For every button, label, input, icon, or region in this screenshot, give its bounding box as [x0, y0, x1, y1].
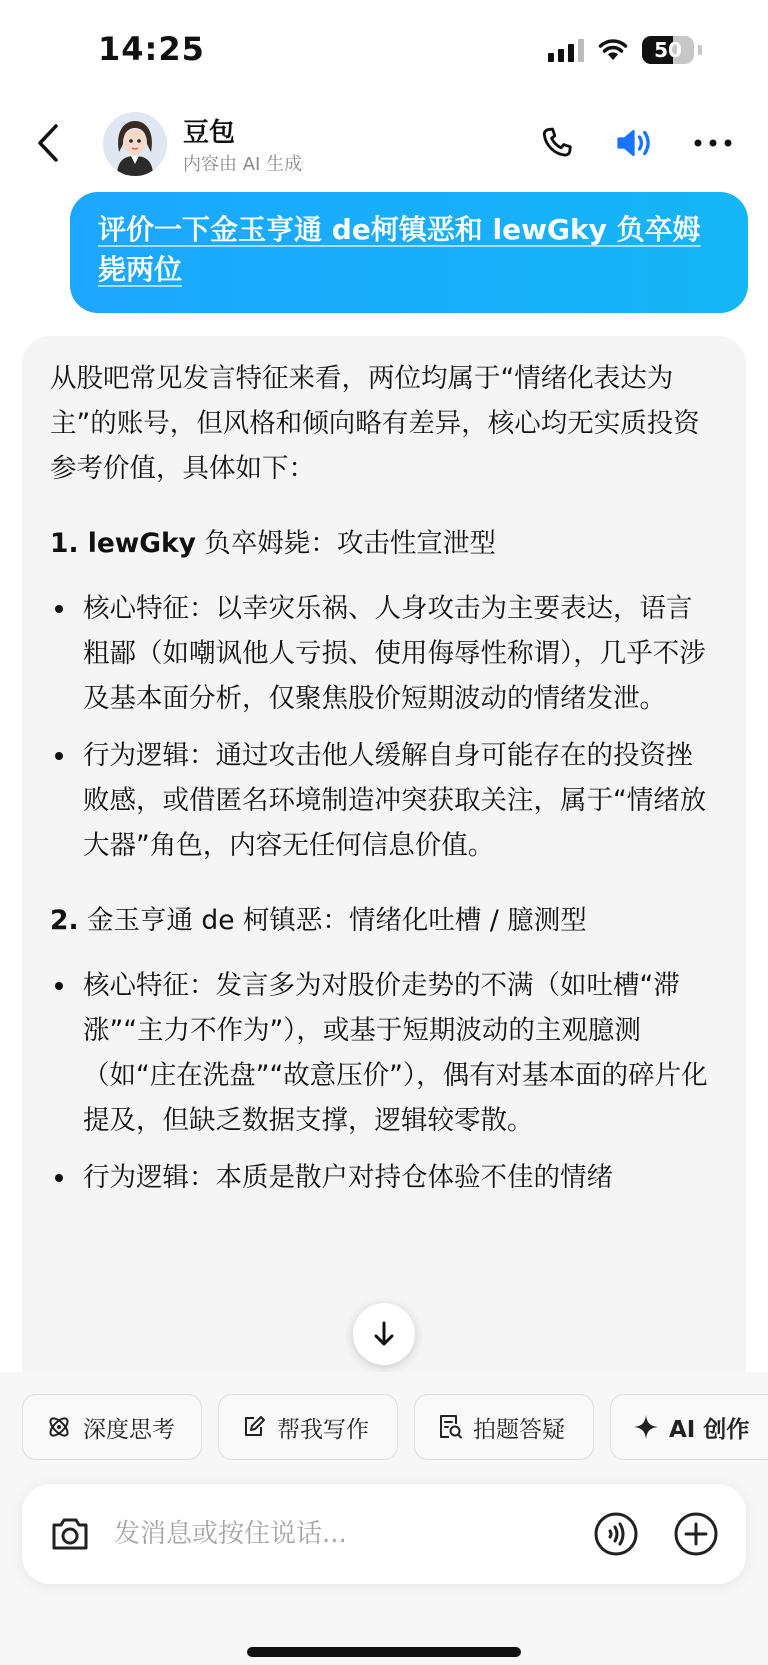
assistant-reply [22, 336, 746, 1376]
scroll-to-bottom-button[interactable] [353, 1303, 415, 1365]
list-item: 核心特征：以幸灾乐祸、人身攻击为主要表达，语言粗鄙（如嘲讽他人亏损、使用侮辱性称谓），几乎不涉及基本面分析，仅聚焦股价短期波动的情绪发泄。 [50, 586, 716, 721]
bot-avatar[interactable] [103, 112, 167, 176]
battery-level: 50 [654, 38, 682, 62]
reply-bullet-list [50, 963, 716, 1200]
battery-tip [698, 45, 702, 55]
plus-circle-icon [672, 1510, 720, 1558]
bot-subtitle: 内容由 AI 生成 [183, 154, 303, 175]
chip-deep-thinking[interactable] [22, 1394, 202, 1460]
section-number: 2. [50, 905, 79, 936]
chat-header [0, 100, 768, 190]
user-message-bubble[interactable] [70, 192, 748, 313]
chip-label: 帮我写作 [277, 1416, 369, 1443]
chip-label: 深度思考 [83, 1416, 175, 1443]
message-input-bar [22, 1484, 746, 1584]
reply-section-heading [50, 521, 716, 566]
chip-label: AI 创作 [669, 1416, 750, 1443]
more-button[interactable] [688, 118, 738, 168]
search-document-icon [437, 1413, 463, 1441]
user-message-text: 评价一下金玉亨通 de柯镇恶和 lewGky 负卒姆毙两位 [98, 213, 701, 286]
status-icons [548, 36, 702, 64]
section-number: 1. lewGky [50, 528, 196, 559]
voice-input-button[interactable] [592, 1510, 640, 1558]
camera-button[interactable] [46, 1510, 94, 1558]
more-dots-icon [693, 138, 733, 148]
chip-label: 拍题答疑 [473, 1416, 565, 1443]
bottom-area [0, 1372, 768, 1665]
chevron-left-icon [36, 123, 60, 163]
call-button[interactable] [532, 118, 582, 168]
sparkle-icon [633, 1414, 659, 1440]
status-time: 14:25 [98, 30, 205, 68]
wifi-icon [598, 38, 628, 62]
list-item: 行为逻辑：通过攻击他人缓解自身可能存在的投资挫败感，或借匿名环境制造冲突获取关注，属于“情绪放大器”角色，内容无任何信息价值。 [50, 733, 716, 868]
back-button[interactable] [28, 118, 68, 168]
speaker-icon [614, 124, 656, 162]
avatar-icon [103, 112, 167, 176]
reply-intro: 从股吧常见发言特征来看，两位均属于“情绪化表达为主”的账号，但风格和倾向略有差异，核心均无实质投资参考价值，具体如下： [50, 363, 700, 484]
home-indicator [247, 1647, 521, 1657]
reply-bullet-list [50, 586, 716, 868]
voice-playback-button[interactable] [610, 118, 660, 168]
edit-icon [241, 1414, 267, 1440]
phone-icon [538, 124, 576, 162]
chip-photo-qa[interactable] [414, 1394, 594, 1460]
section-title: 金玉亨通 de 柯镇恶：情绪化吐槽 / 臆测型 [86, 905, 587, 936]
camera-icon [46, 1510, 94, 1558]
voice-wave-icon [592, 1510, 640, 1558]
quick-action-chips [22, 1394, 768, 1460]
reply-section-heading [50, 898, 716, 943]
add-button[interactable] [672, 1510, 720, 1558]
cellular-signal-icon [548, 38, 584, 62]
section-title: 负卒姆毙：攻击性宣泄型 [204, 528, 496, 559]
chip-help-write[interactable] [218, 1394, 398, 1460]
bot-name: 豆包 [183, 118, 236, 148]
chip-ai-create[interactable] [610, 1394, 768, 1460]
status-bar [0, 0, 768, 100]
list-item: 核心特征：发言多为对股价走势的不满（如吐槽“滞涨”“主力不作为”），或基于短期波动的主观臆测（如“庄在洗盘”“故意压价”），偶有对基本面的碎片化提及，但缺乏数据支撑，逻辑较零散。 [50, 963, 716, 1143]
list-item: 行为逻辑：本质是散户对持仓体验不佳的情绪 [50, 1155, 716, 1200]
message-input[interactable] [114, 1512, 534, 1556]
battery-icon [642, 36, 694, 64]
arrow-down-icon [372, 1320, 396, 1348]
atom-icon [45, 1413, 73, 1441]
